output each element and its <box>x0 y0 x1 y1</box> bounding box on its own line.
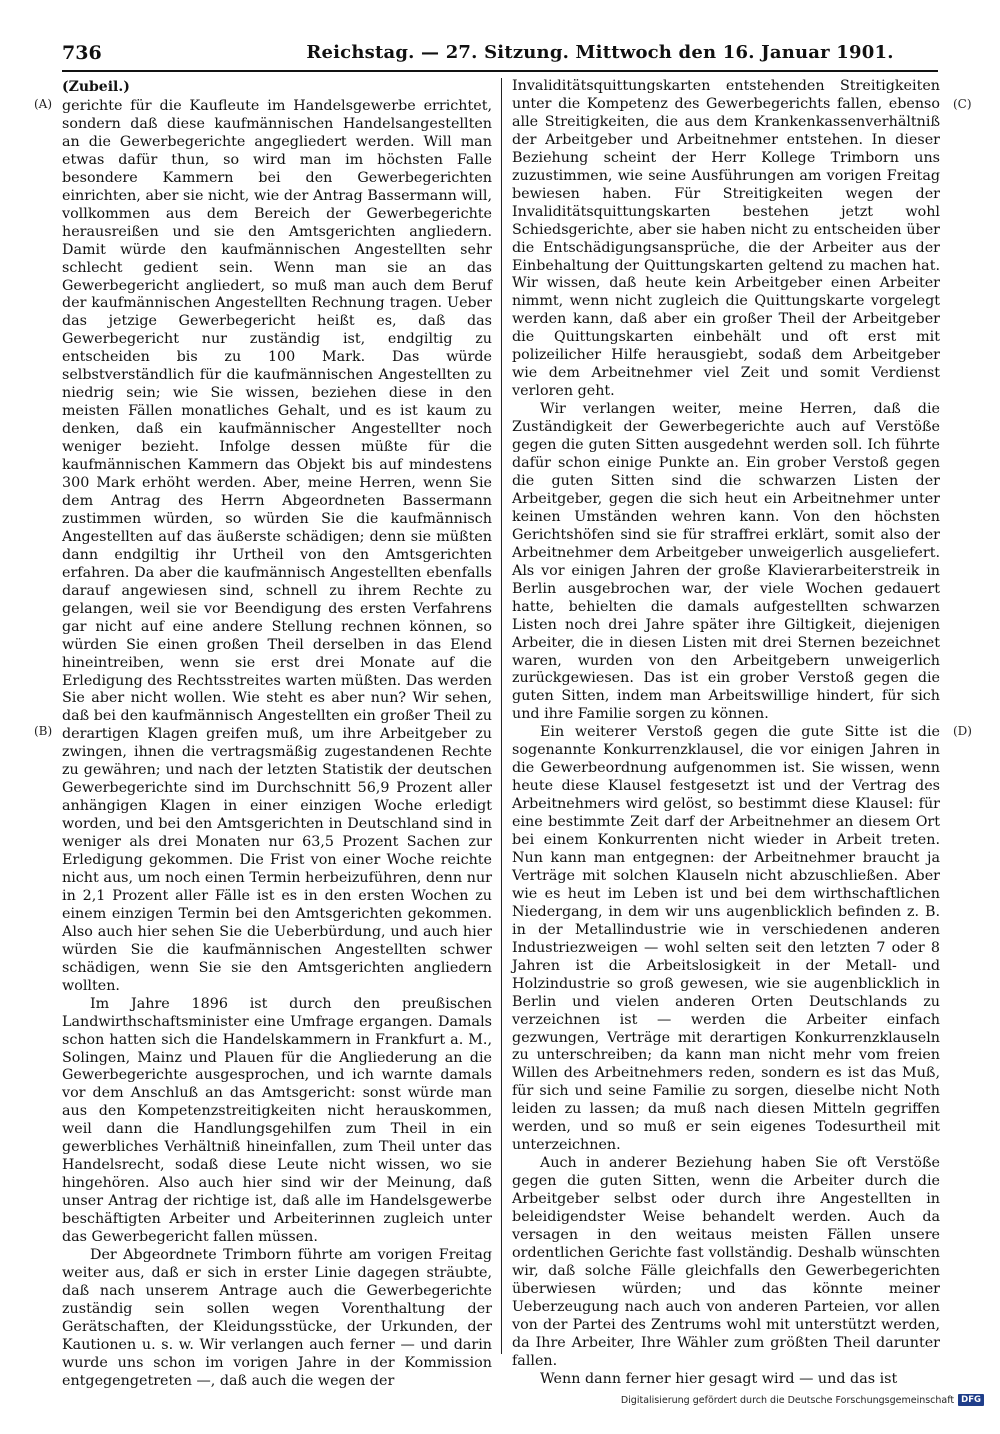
page-header <box>62 42 938 70</box>
running-head: Reichstag. — 27. Sitzung. Mittwoch den 16. Januar 1901. <box>306 42 894 63</box>
paragraph: Wir verlangen weiter, meine Herren, daß die Zuständigkeit der Gewerbegerichte auch auf Verstöße gegen die guten Sitten ausgedehnt werden soll. Ich führte dafür schon einige Punkte an. Ein grober Verstoß gegen die guten Sitten sind die schwarzen Listen der Arbeitgeber, gegen die sich heut ein Arbeitnehmer unter keinen Umständen wehren kann. Von den höchsten Gerichtshöfen sind sie für straffrei erklärt, somit also der Arbeitnehmer dem Arbeitgeber unweigerlich ausgeliefert. Als vor einigen Jahren der große Klavierarbeiterstreik in Berlin ausgebrochen war, der viele Wochen gedauert hatte, behielten die damals aufgestellten schwarzen Listen noch drei Jahre später ihre Giltigkeit, diejenigen Arbeiter, die in diesen Listen mit drei Sternen bezeichnet waren, wurden von den Arbeitgebern unweigerlich zurückgewiesen. Das ist ein grober Verstoß gegen die guten Sitten, indem man Arbeitswillige hindert, für sich und ihre Familie sorgen zu können. <box>512 401 940 723</box>
right-column <box>512 78 940 1387</box>
margin-mark-a: (A) <box>34 97 53 111</box>
footer-text: Digitalisierung gefördert durch die Deutsche Forschungsgemeinschaft <box>620 1394 955 1406</box>
dfg-logo: DFG <box>958 1394 984 1406</box>
footer-credit <box>621 1394 984 1406</box>
paragraph: Im Jahre 1896 ist durch den preußischen Landwirthschaftsminister eine Umfrage ergangen. Damals schon hatten sich die Handelskammern in Frankfurt a. M., Solingen, Mainz und Plauen für die Angliederung an die Gewerbegerichte ausgesprochen, und ich warnte damals vor dem Anschluß an das Amtsgericht: sonst würde man aus den Kompetenzstreitigkeiten nicht herauskommen, weil dann die Handlungsgehilfen zum Theil in ein gewerbliches Verhältniß hineinfallen, zum Theil unter das Handelsrecht, sodaß diese Leute nicht wissen, wo sie hingehören. Also auch hier sind wir der Meinung, daß unser Antrag der richtige ist, daß alle im Handelsgewerbe beschäftigten Arbeiter und Arbeiterinnen zugleich unter das Gewerbegericht fallen müssen. <box>62 995 492 1246</box>
left-column <box>62 78 492 1389</box>
paragraph: Der Abgeordnete Trimborn führte am vorigen Freitag weiter aus, daß er sich in erster Linie dagegen sträubte, daß nach unserem Antrage auch die Gewerbegerichte zuständig sein sollen wegen Vorenthaltung der Gerätschaften, der Kleidungsstücke, der Urkunden, der Kautionen u. s. w. Wir verlangen auch ferner — und darin wurde uns schon im vorigen Jahre in der Kommission entgegengetreten —, daß auch die wegen der <box>62 1247 492 1389</box>
paragraph: Auch in anderer Beziehung haben Sie oft Verstöße gegen die guten Sitten, wenn die Arbeiter durch die Arbeitgeber selbst oder durch ihre Angestellten in beleidigendster Weise behandelt werden. Auch da versagen in den weitaus meisten Fällen unsere ordentlichen Gerichte fast vollständig. Deshalb wünschten wir, daß solche Fälle gleichfalls den Gewerbegerichten überwiesen würden; und das könnte meiner Ueberzeugung nach auch von anderen Parteien, vor allen von der Partei des Zentrums wohl mit unterstützt werden, da Ihre Arbeiter, Ihre Wähler zum größten Theil darunter fallen. <box>512 1155 940 1369</box>
paragraph: Ein weiterer Verstoß gegen die gute Sitte ist die sogenannte Konkurrenzklausel, die vor einigen Jahren in die Gewerbeordnung aufgenommen ist. Sie wissen, wenn heute diese Klausel festgesetzt ist und der Vertrag des Arbeitnehmers wird gelöst, so bestimmt diese Klausel: für eine bestimmte Zeit darf der Arbeitnehmer an diesem Ort bei einem Konkurrenten nicht wieder in Arbeit treten. Nun kann man entgegnen: der Arbeitnehmer braucht ja Verträge mit solchen Klauseln nicht abzuschließen. Aber wie es heut im Leben ist und bei dem wirthschaftlichen Niedergang, in dem wir uns augenblicklich befinden z. B. in der Metallindustrie wie in verschiedenen anderen Industriezweigen — wohl selten seit den letzten 7 oder 8 Jahren ist die Arbeitslosigkeit in der Metall- und Holzindustrie so groß gewesen, wie sie augenblicklich in Berlin und vielen anderen Orten Deutschlands zu verzeichnen ist — werden die Arbeiter einfach gezwungen, Verträge mit derartigen Konkurrenzklauseln zu unterschreiben; da kann man nicht mehr vom freien Willen des Arbeitnehmers reden, sondern es ist das Muß, für sich und seine Familie zu sorgen, dieselbe nicht Noth leiden zu lassen; da muß nach diesen Mitteln gegriffen werden, und so muß er sein eigenes Todesurtheil mit unterzeichnen. <box>512 724 940 1154</box>
paragraph: Wenn dann ferner hier gesagt wird — und das ist <box>540 1370 898 1387</box>
speaker-label: (Zubeil.) <box>62 79 130 95</box>
margin-mark-d: (D) <box>953 724 972 738</box>
margin-mark-c: (C) <box>953 97 972 111</box>
header-rule <box>62 70 938 72</box>
paragraph: Invaliditätsquittungskarten entstehenden Streitigkeiten unter die Kompetenz des Gewerbegerichts fallen, ebenso alle Streitigkeiten, die aus dem Krankenkassenverhältniß der Arbeitgeber und Arbeitnehmer entstehen. In dieser Beziehung scheint der Herr Kollege Trimborn uns zuzustimmen, wie seine Ausführungen am vorigen Freitag bewiesen haben. Für Streitigkeiten wegen der Invaliditätsquittungskarten bestehen jetzt wohl Schiedsgerichte, aber sie haben nicht zu entscheiden über die Entschädigungsansprüche, die der Arbeiter aus der Einbehaltung der Quittungskarten geltend zu machen hat. Wir wissen, daß heute kein Arbeitgeber einen Arbeiter nimmt, wenn nicht zugleich die Quittungskarte vorgelegt werden kann, daß aber ein großer Theil der Arbeitgeber die Quittungskarten einbehält und oft erst mit polizeilicher Hilfe herausgiebt, sodaß dem Arbeitgeber wie dem Arbeitnehmer viel Zeit und somit Verdienst verloren geht. <box>512 78 940 400</box>
page-number: 736 <box>62 42 102 64</box>
column-divider <box>501 78 502 1354</box>
margin-mark-b: (B) <box>34 724 53 738</box>
paragraph: gerichte für die Kaufleute im Handelsgewerbe errichtet, sondern daß diese kaufmännischen Handelsangestellten an die Gewerbegerichte angegliedert werden. Will man etwas dafür thun, so wird man im höchsten Falle besondere Kammern bei den Gewerbegerichten einrichten, aber sie nicht, wie der Antrag Bassermann will, vollkommen aus dem Bereich der Gewerbegerichte herausreißen und sie den Amtsgerichten angliedern. Damit würde den kaufmännischen Angestellten sehr schlecht gedient sein. Wenn man sie an das Gewerbegericht angliedert, so muß man auch dem Beruf der kaufmännischen Angestellten Rechnung tragen. Ueber das jetzige Gewerbegericht heißt es, daß das Gewerbegericht nur zuständig ist, endgiltig zu entscheiden bis zu 100 Mark. Das würde selbstverständlich für die kaufmännischen Angestellten zu niedrig sein; wie Sie wissen, beziehen diese in den meisten Fällen monatliches Gehalt, und es ist kaum zu denken, daß ein kaufmännischer Angestellter noch weniger bezieht. Infolge dessen müßte für die kaufmännischen Kammern das Objekt bis auf mindestens 300 Mark erhöht werden. Aber, meine Herren, wenn Sie dem Antrag des Herrn Abgeordneten Bassermann zustimmen würden, so würden Sie die kaufmännisch Angestellten auf das äußerste schädigen; denn sie müßten dann endgiltig ihr Urtheil von den Amtsgerichten erfahren. Da aber die kaufmännisch Angestellten ebenfalls darauf angewiesen sind, schnell zu ihrem Rechte zu gelangen, weil sie vor Beendigung des ersten Verfahrens gar nicht auf eine andere Stellung rechnen können, so würden Sie einen großen Theil derselben in das Elend hineintreiben, wenn sie erst drei Monate auf die Erledigung des Rechtsstreites warten müßten. Das werden Sie aber nicht wollen. Wie steht es aber nun? Wir sehen, daß bei den kaufmännisch Angestellten ein großer Theil zu derartigen Klagen greifen muß, um ihre Arbeitgeber zu zwingen, ihnen die vertragsmäßig zugestandenen Rechte zu gewähren; und nach der letzten Statistik der deutschen Gewerbegerichte sind im Durchschnitt 56,9 Prozent aller anhängigen Klagen in einer einzigen Woche erledigt worden, und bei den Amtsgerichten in Deutschland sind in weniger als drei Monaten nur 63,5 Prozent Sachen zur Erledigung gekommen. Die Frist von einer Woche reichte nicht aus, um noch einen Termin herbeizuführen, denn nur in 2,1 Prozent aller Fälle ist es in den ersten Wochen zu einem einzigen Termin bei den Amtsgerichten gekommen. Also auch hier sehen Sie die Ueberbürdung, und auch hier würden Sie die kaufmännischen Angestellten schwer schädigen, wenn Sie sie den Amtsgerichten angliedern wollten. <box>62 98 492 994</box>
